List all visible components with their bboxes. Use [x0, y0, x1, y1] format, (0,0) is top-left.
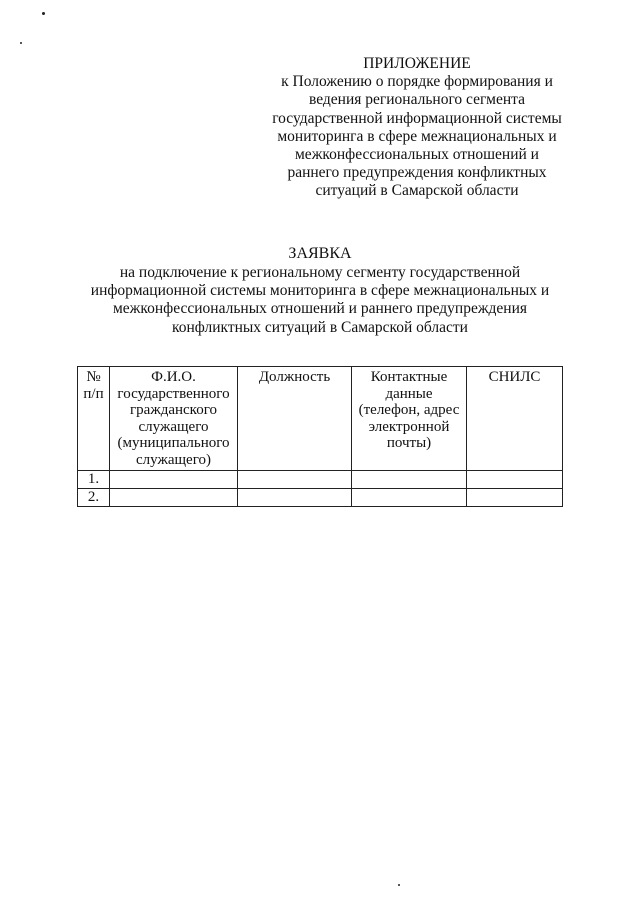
- request-subtitle: [70, 264, 570, 337]
- appendix-line: ведения регионального сегмента: [309, 91, 525, 109]
- header-snils: СНИЛС: [467, 367, 563, 471]
- row-position-cell: [238, 489, 352, 507]
- table-row: [78, 471, 563, 489]
- appendix-line: мониторинга в сфере межнациональных и: [277, 127, 557, 145]
- scan-speck: [20, 42, 22, 44]
- row-position-cell: [238, 471, 352, 489]
- row-full-name-cell: [110, 489, 238, 507]
- row-number: 1.: [78, 471, 110, 489]
- header-contacts: Контактные данные (телефон, адрес электронной почты): [352, 367, 467, 471]
- request-subtitle-line: информационной системы мониторинга в сфере межнациональных и: [90, 282, 550, 300]
- header-full-name: Ф.И.О. государственного гражданского служащего (муниципального служащего): [110, 367, 238, 471]
- request-subtitle-line: межконфессиональных отношений и раннего предупреждения: [112, 300, 528, 318]
- scan-speck: [398, 884, 400, 886]
- request-subtitle-line: на подключение к региональному сегменту государственной: [119, 264, 521, 281]
- row-contacts-cell: [352, 471, 467, 489]
- row-snils-cell: [467, 489, 563, 507]
- row-full-name-cell: [110, 471, 238, 489]
- appendix-heading: ПРИЛОЖЕНИЕ: [363, 55, 471, 72]
- appendix-line: государственной информационной системы: [272, 109, 562, 127]
- appendix-line: раннего предупреждения конфликтных: [287, 164, 547, 182]
- table-header-row: [78, 367, 563, 471]
- row-number: 2.: [78, 489, 110, 507]
- row-contacts-cell: [352, 489, 467, 507]
- appendix-line: к Положению о порядке формирования и: [281, 73, 553, 91]
- header-position: Должность: [238, 367, 352, 471]
- request-subtitle-line: конфликтных ситуаций в Самарской области: [172, 318, 468, 336]
- appendix-line: ситуаций в Самарской области: [315, 182, 519, 200]
- request-table: [77, 366, 563, 507]
- request-title: ЗАЯВКА: [288, 245, 352, 262]
- scan-speck: [42, 12, 45, 15]
- appendix-block: [262, 55, 572, 201]
- appendix-line: межконфессиональных отношений и: [295, 146, 539, 164]
- row-snils-cell: [467, 471, 563, 489]
- header-number: № п/п: [78, 367, 110, 471]
- table-row: [78, 489, 563, 507]
